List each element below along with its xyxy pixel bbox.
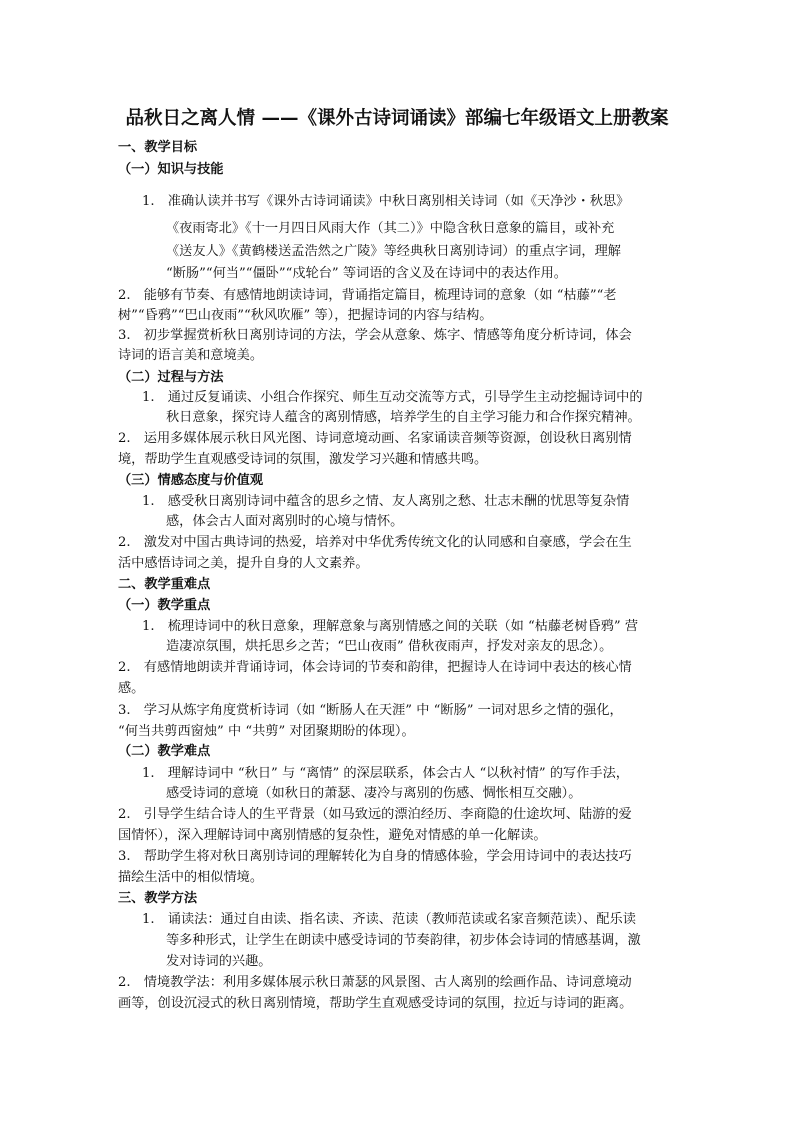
list-item-continuation: 国情怀），深入理解诗词中离别情感的复杂性，避免对情感的单一化解读。: [118, 828, 547, 843]
list-item: 1. 理解诗词中 “秋日” 与 “离情” 的深层联系，体会古人 “以秋衬情” 的写作手法，: [142, 766, 629, 781]
section-heading: 一、教学目标: [118, 140, 198, 155]
section-heading: 三、教学方法: [118, 891, 198, 906]
list-item: 3. 学习从炼字角度赏析诗词（如 “断肠人在天涯” 中 “断肠” 一词对思乡之情的强化，: [118, 703, 623, 718]
list-item: 1. 诵读法：通过自由读、指名读、齐读、范读（教师范读或名家音频范读）、配乐读: [142, 912, 636, 927]
list-item: 3. 帮助学生将对秋日离别诗词的理解转化为自身的情感体验，学会用诗词中的表达技巧: [118, 849, 632, 864]
list-item: 2. 激发对中国古典诗词的热爱，培养对中华优秀传统文化的认同感和自豪感，学会在生: [118, 535, 632, 550]
list-item-continuation: “断肠”“何当”“僵卧”“戍轮台” 等词语的含义及在诗词中的表达作用。: [166, 266, 567, 281]
list-item-continuation: 树”“昏鸦”“巴山夜雨”“秋风吹雁” 等），把握诗词的内容与结构。: [118, 308, 493, 323]
document-title: 品秋日之离人情 ——《课外古诗词诵读》部编七年级语文上册教案: [125, 108, 669, 129]
subsection-heading: （三）情感态度与价值观: [118, 473, 264, 488]
list-item: 1. 准确认读并书写《课外古诗词诵读》中秋日离别相关诗词（如《天净沙・秋思》: [142, 194, 630, 209]
subsection-heading: （一）教学重点: [118, 598, 211, 613]
list-item-continuation: 境，帮助学生直观感受诗词的氛围，激发学习兴趣和情感共鸣。: [118, 452, 488, 467]
list-item-continuation: 秋日意象，探究诗人蕴含的离别情感，培养学生的自主学习能力和合作探究精神。: [166, 410, 641, 425]
list-item-continuation: 感受诗词的意境（如秋日的萧瑟、凄冷与离别的伤感、惆怅相互交融）。: [166, 786, 582, 801]
list-item: 2. 能够有节奏、有感情地朗读诗词，背诵指定篇目，梳理诗词的意象（如 “枯藤”“老: [118, 288, 617, 303]
list-item-continuation: 造凄凉氛围，烘托思乡之苦；“巴山夜雨” 借秋夜雨声，抒发对亲友的思念）。: [166, 639, 613, 654]
subsection-heading: （二）过程与方法: [118, 370, 224, 385]
list-item: 1. 梳理诗词中的秋日意象，理解意象与离别情感之间的关联（如 “枯藤老树昏鸦” 营: [142, 619, 639, 634]
list-item-continuation: 活中感悟诗词之美，提升自身的人文素养。: [118, 556, 369, 571]
list-item-continuation: 感。: [118, 681, 145, 696]
list-item-continuation: 发对诗词的兴趣。: [166, 954, 272, 969]
list-item-continuation: 诗词的语言美和意境美。: [118, 348, 264, 363]
list-item-continuation: 《夜雨寄北》《十一月四日风雨大作（其二）》中隐含秋日意象的篇目，或补充: [166, 221, 615, 236]
list-item-continuation: 感，体会古人面对离别时的心境与情怀。: [166, 514, 404, 529]
list-item: 2. 有感情地朗读并背诵诗词，体会诗词的节奏和韵律，把握诗人在诗词中表达的核心情: [118, 660, 632, 675]
list-item-continuation: “何当共剪西窗烛” 中 “共剪” 对团聚期盼的体现）。: [118, 724, 415, 739]
subsection-heading: （一）知识与技能: [118, 162, 224, 177]
section-heading: 二、教学重难点: [118, 577, 211, 592]
list-item-continuation: 等多种形式，让学生在朗读中感受诗词的节奏韵律，初步体会诗词的情感基调，激: [166, 933, 641, 948]
list-item-continuation: 画等，创设沉浸式的秋日离别情境，帮助学生直观感受诗词的氛围，拉近与诗词的距离。: [118, 996, 633, 1011]
list-item: 1. 通过反复诵读、小组合作探究、师生互动交流等方式，引导学生主动挖掘诗词中的: [142, 390, 643, 405]
list-item: 1. 感受秋日离别诗词中蕴含的思乡之情、友人离别之愁、壮志未酬的忧思等复杂情: [142, 494, 630, 509]
list-item-continuation: 描绘生活中的相似情境。: [118, 870, 264, 885]
subsection-heading: （二）教学难点: [118, 744, 211, 759]
list-item: 2. 运用多媒体展示秋日风光图、诗词意境动画、名家诵读音频等资源，创设秋日离别情: [118, 431, 632, 446]
list-item: 2. 引导学生结合诗人的生平背景（如马致远的漂泊经历、李商隐的仕途坎坷、陆游的爱: [118, 807, 632, 822]
list-item: 2. 情境教学法：利用多媒体展示秋日萧瑟的风景图、古人离别的绘画作品、诗词意境动: [118, 975, 632, 990]
list-item-continuation: 《送友人》《黄鹤楼送孟浩然之广陵》等经典秋日离别诗词）的重点字词，理解: [166, 244, 621, 259]
list-item: 3. 初步掌握赏析秋日离别诗词的方法，学会从意象、炼字、情感等角度分析诗词，体会: [118, 328, 632, 343]
